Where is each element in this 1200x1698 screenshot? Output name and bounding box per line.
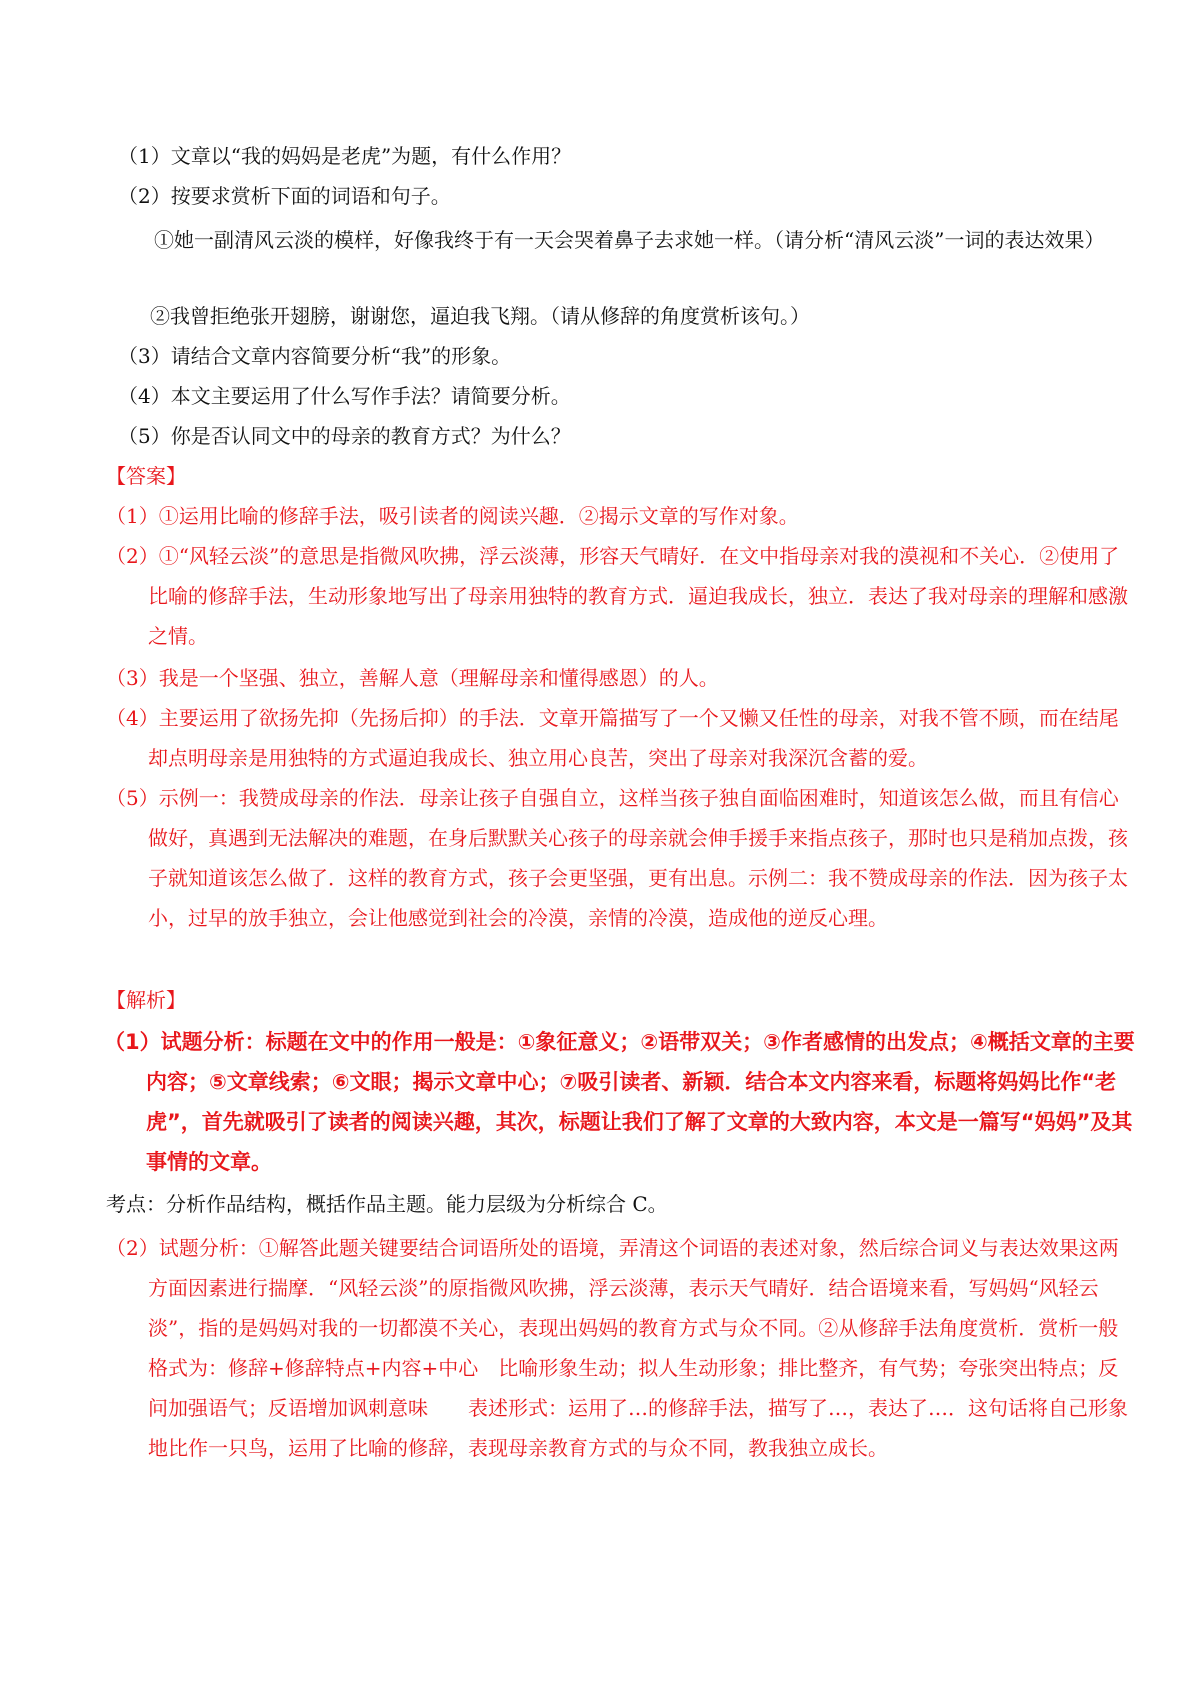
question-3: （3）请结合文章内容简要分析“我”的形象。 <box>118 344 512 368</box>
analysis-2: （2）试题分析：①解答此题关键要结合词语所处的语境，弄清这个词语的表述对象，然后综合词义与表达效果这两方面因素进行揣摩．“风轻云淡”的原指微风吹拂，浮云淡薄，表示天气晴好．结合语境来看，写妈妈“风轻云淡”，指的是妈妈对我的一切都漠不关心，表现出妈妈的教育方式与众不同。②从修辞手法角度赏析．赏析一般格式为：修辞+修辞特点+内容+中心 比喻形象生动；拟人生动形象；排比整齐，有气势；夸张突出特点；反问加强语气；反语增加讽刺意味 表述形式：运用了…的修辞手法，描写了…，表达了…．这句话将自己形象地比作一只鸟，运用了比喻的修辞，表现母亲教育方式的与众不同，教我独立成长。 <box>106 1236 1128 1460</box>
analysis-1: （1）试题分析：标题在文中的作用一般是：①象征意义；②语带双关；③作者感情的出发点；④概括文章的主要内容；⑤文章线索；⑥文眼；揭示文章中心；⑦吸引读者、新颖．结合本文内容来看，标题将妈妈比作“老虎”，首先就吸引了读者的阅读兴趣，其次，标题让我们了解了文章的大致内容，本文是一篇写“妈妈”及其事情的文章。 <box>104 1030 1135 1174</box>
question-2-item-2: ②我曾拒绝张开翅膀，谢谢您，逼迫我飞翔。（请从修辞的角度赏析该句。） <box>150 304 810 328</box>
question-1: （1）文章以“我的妈妈是老虎”为题，有什么作用？ <box>118 144 572 168</box>
answer-header: 【答案】 <box>106 464 186 488</box>
question-4: （4）本文主要运用了什么写作手法？请简要分析。 <box>118 384 571 408</box>
analysis-header: 【解析】 <box>106 988 186 1012</box>
answer-3: （3）我是一个坚强、独立，善解人意（理解母亲和懂得感恩）的人。 <box>106 666 719 690</box>
answer-2: （2）①“风轻云淡”的意思是指微风吹拂，浮云淡薄，形容天气晴好．在文中指母亲对我的漠视和不关心．②使用了比喻的修辞手法，生动形象地写出了母亲用独特的教育方式．逼迫我成长，独立．表达了我对母亲的理解和感激之情。 <box>106 544 1128 648</box>
question-5: （5）你是否认同文中的母亲的教育方式？为什么？ <box>118 424 571 448</box>
question-2: （2）按要求赏析下面的词语和句子。 <box>118 184 451 208</box>
answer-1: （1）①运用比喻的修辞手法，吸引读者的阅读兴趣．②揭示文章的写作对象。 <box>106 504 799 528</box>
analysis-1-kaodian: 考点：分析作品结构，概括作品主题。能力层级为分析综合 C。 <box>106 1192 668 1216</box>
question-2-item-1: ①她一副清风云淡的模样，好像我终于有一天会哭着鼻子去求她一样。（请分析“清风云淡”一词的表达效果） <box>154 228 1105 252</box>
answer-4: （4）主要运用了欲扬先抑（先扬后抑）的手法．文章开篇描写了一个又懒又任性的母亲，对我不管不顾，而在结尾却点明母亲是用独特的方式逼迫我成长、独立用心良苦，突出了母亲对我深沉含蓄的爱。 <box>106 706 1119 770</box>
answer-5: （5）示例一：我赞成母亲的作法．母亲让孩子自强自立，这样当孩子独自面临困难时，知道该怎么做，而且有信心做好，真遇到无法解决的难题，在身后默默关心孩子的母亲就会伸手援手来指点孩子，那时也只是稍加点拨，孩子就知道该怎么做了．这样的教育方式，孩子会更坚强，更有出息。示例二：我不赞成母亲的作法．因为孩子太小，过早的放手独立，会让他感觉到社会的冷漠，亲情的冷漠，造成他的逆反心理。 <box>106 786 1128 930</box>
